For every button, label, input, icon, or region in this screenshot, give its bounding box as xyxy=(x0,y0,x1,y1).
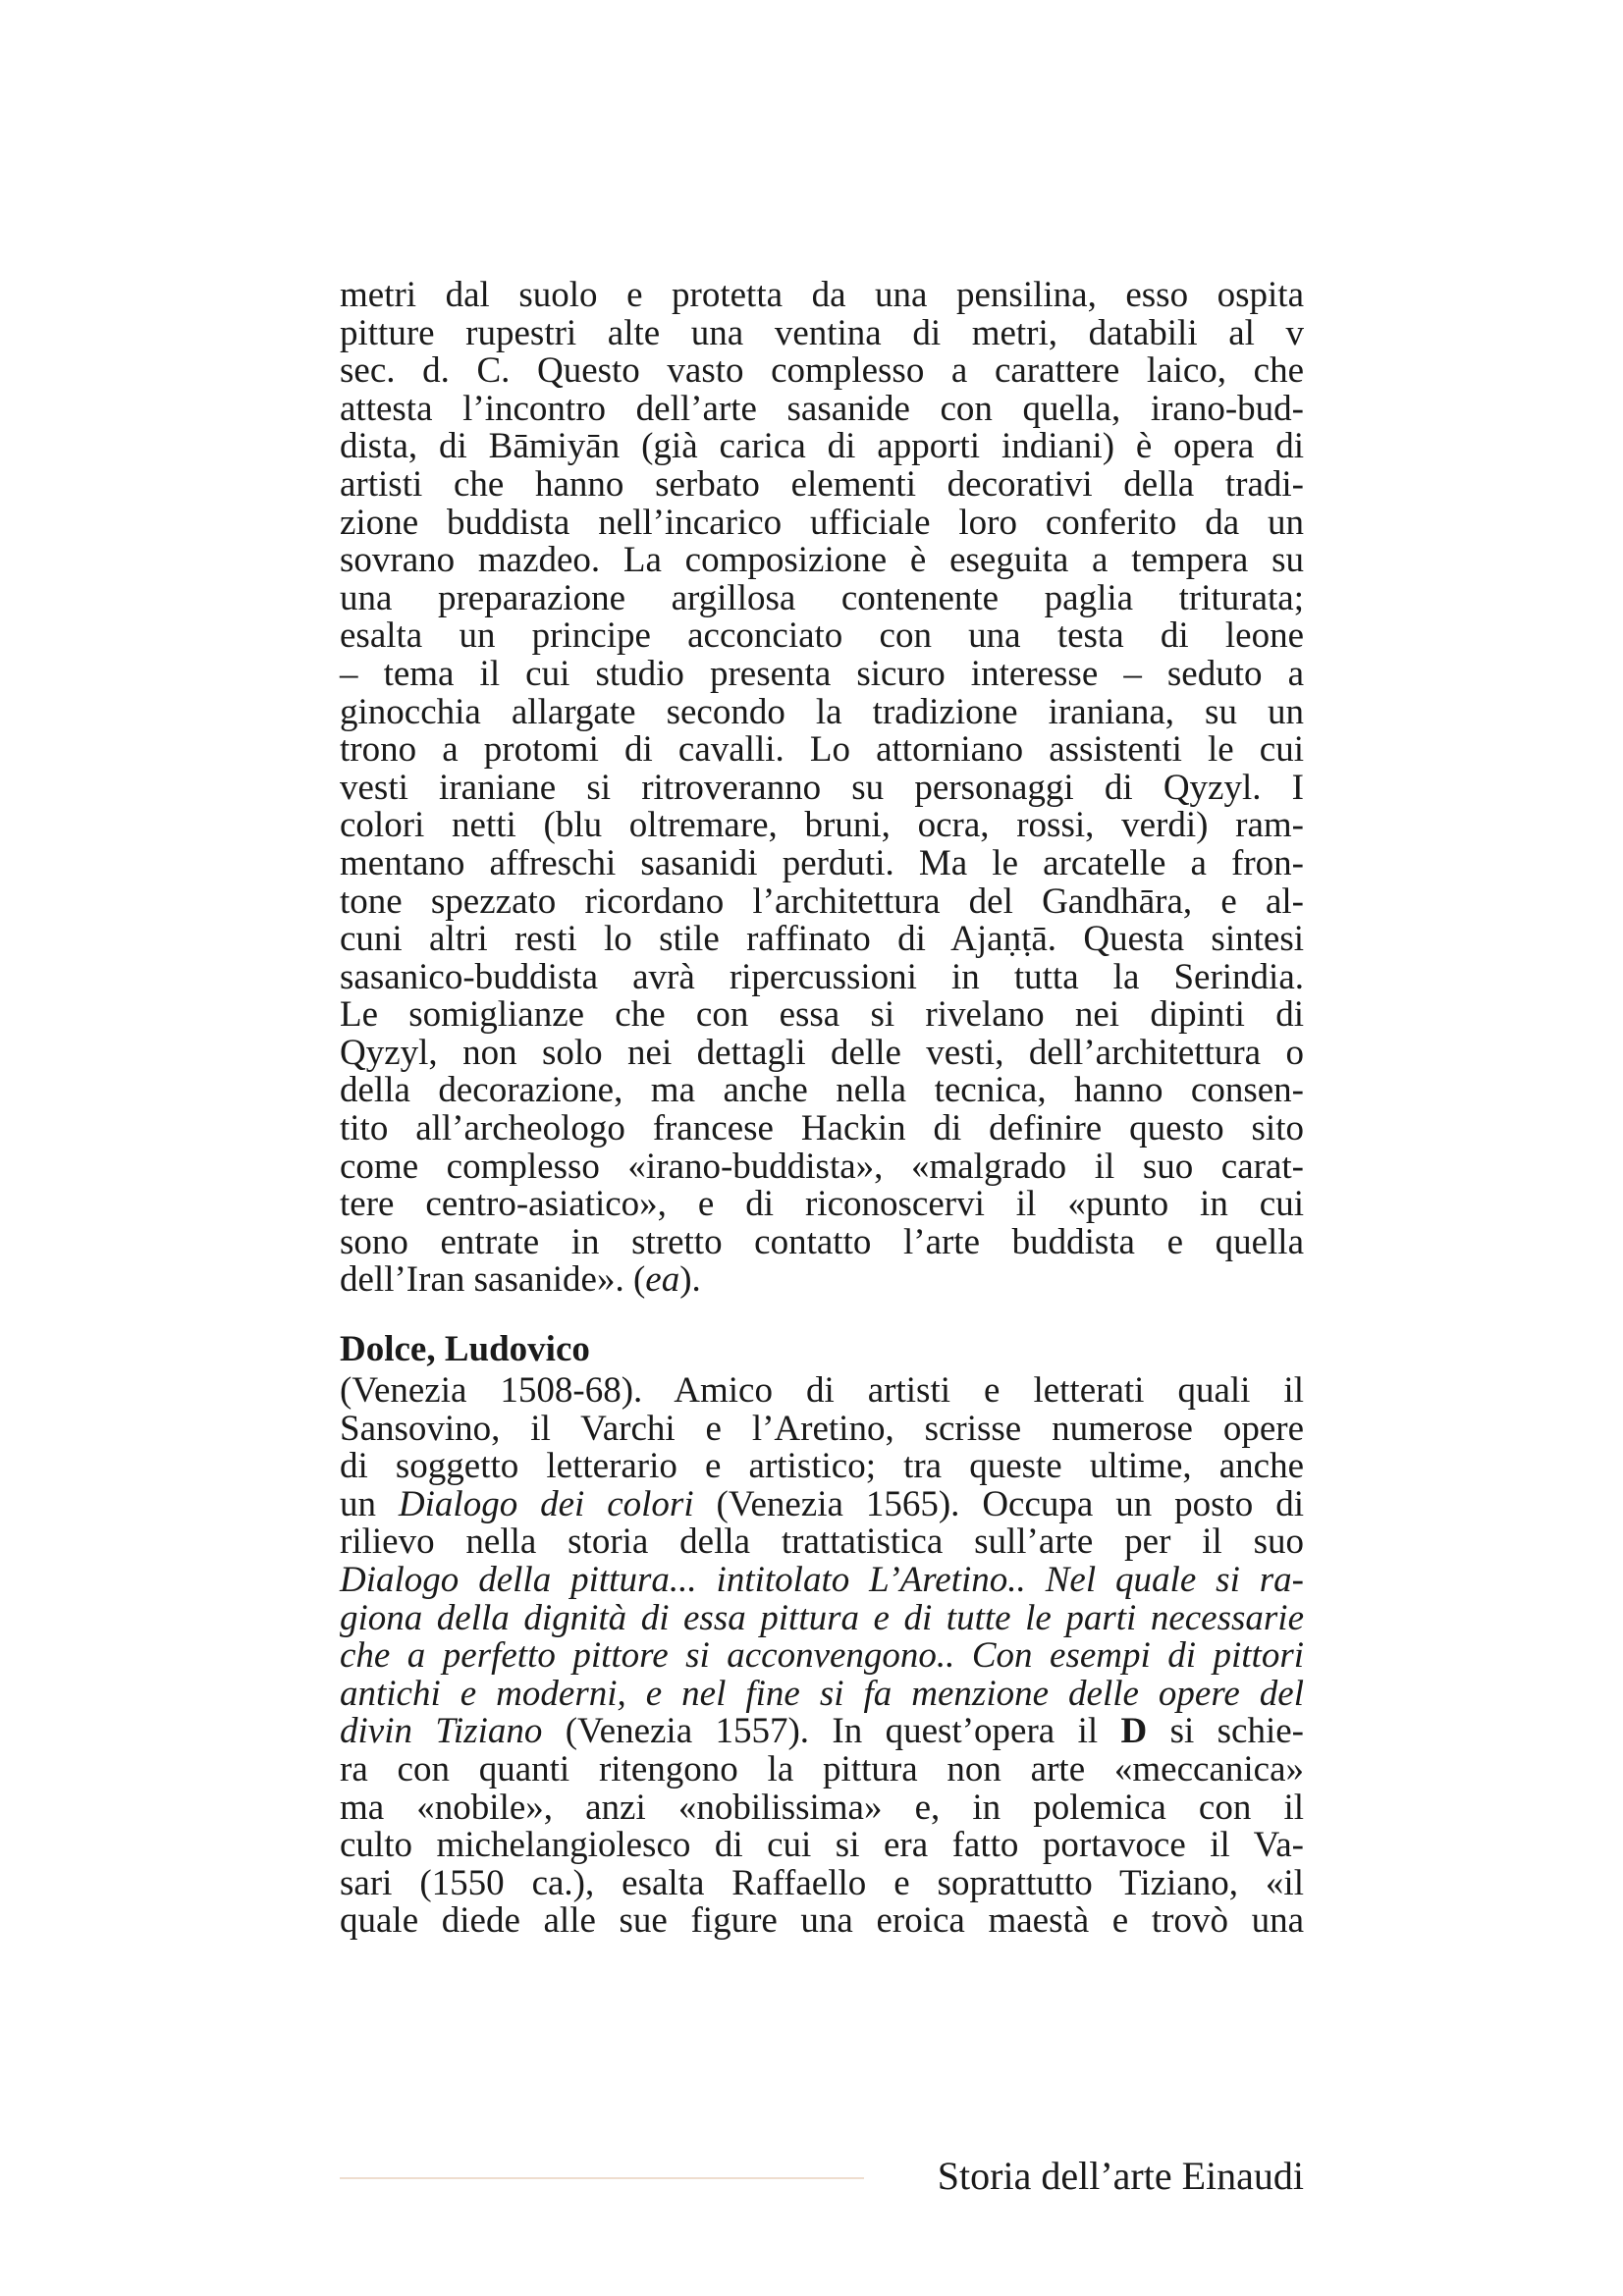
text-line: – tema il cui studio presenta sicuro interesse – seduto a xyxy=(340,653,1304,694)
text-line: attesta l’incontro dell’arte sasanide con quella, irano-bud- xyxy=(340,388,1304,429)
text-line: Le somiglianze che con essa si rivelano nei dipinti di xyxy=(340,994,1304,1036)
text-span: ). xyxy=(679,1259,701,1301)
footer-title: Storia dell’arte Einaudi xyxy=(937,2154,1304,2198)
text-line: ginocchia allargate secondo la tradizione iraniana, su un xyxy=(340,691,1304,732)
paragraph-1 xyxy=(340,277,1304,1261)
text-line: sono entrate in stretto contatto l’arte buddista e quella xyxy=(340,1221,1304,1262)
text-line: sec. d. C. Questo vasto complesso a carattere laico, che xyxy=(340,350,1304,392)
text-line: una preparazione argillosa contenente paglia triturata; xyxy=(340,577,1304,618)
text-line xyxy=(340,1483,1304,1524)
text-line: colori netti (blu oltremare, bruni, ocra, rossi, verdi) ram- xyxy=(340,805,1304,846)
author-initials: ea xyxy=(645,1259,680,1301)
book-title: divin Tiziano xyxy=(340,1711,543,1752)
text-line: vesti iraniane si ritroveranno su personaggi di Qyzyl. I xyxy=(340,767,1304,808)
text-line: Sansovino, il Varchi e l’Aretino, scrisse numerose opere xyxy=(340,1408,1304,1449)
text-line: come complesso «irano-buddista», «malgrado il suo carat- xyxy=(340,1146,1304,1187)
page-body-text xyxy=(340,277,1304,1941)
text-span: (Venezia 1557). In quest’opera il xyxy=(542,1711,1121,1752)
text-line: tere centro-asiatico», e di riconoscervi il «punto in cui xyxy=(340,1184,1304,1225)
text-line: tone spezzato ricordano l’architettura del Gandhāra, e al- xyxy=(340,881,1304,922)
text-line: metri dal suolo e protetta da una pensilina, esso ospita xyxy=(340,275,1304,315)
text-line: (Venezia 1508-68). Amico di artisti e letterati quali il xyxy=(340,1370,1304,1412)
text-line: dista, di Bāmiyān (già carica di apporti indiani) è opera di xyxy=(340,426,1304,467)
text-line: sari (1550 ca.), esalta Raffaello e soprattutto Tiziano, «il xyxy=(340,1862,1304,1903)
text-span: (Venezia 1565). Occupa un posto di xyxy=(693,1483,1304,1524)
text-line: sovrano mazdeo. La composizione è eseguita a tempera su xyxy=(340,540,1304,581)
text-line: sasanico-buddista avrà ripercussioni in tutta la Serindia. xyxy=(340,956,1304,997)
text-line: pitture rupestri alte una ventina di metri, databili al v xyxy=(340,312,1304,353)
book-title-line: giona della dignità di essa pittura e di tutte le parti necessarie xyxy=(340,1597,1304,1638)
text-line: di soggetto letterario e artistico; tra queste ultime, anche xyxy=(340,1446,1304,1487)
text-line: esalta un principe acconciato con una testa di leone xyxy=(340,615,1304,657)
book-title-line: Dialogo della pittura... intitolato L’Aretino.. Nel quale si ra- xyxy=(340,1560,1304,1600)
entry-paragraph xyxy=(340,1372,1304,1941)
text-line: ra con quanti ritengono la pittura non arte «meccanica» xyxy=(340,1748,1304,1789)
text-line: mentano affreschi sasanidi perduti. Ma le arcatelle a fron- xyxy=(340,842,1304,883)
text-line: rilievo nella storia della trattatistica sull’arte per il suo xyxy=(340,1522,1304,1563)
paragraph-1-last-line xyxy=(340,1261,1304,1300)
book-title-line: antichi e moderni, e nel fine si fa menzione delle opere del xyxy=(340,1673,1304,1714)
text-line: artisti che hanno serbato elementi decorativi della tradi- xyxy=(340,463,1304,505)
text-span: dell’Iran sasanide». ( xyxy=(340,1259,646,1301)
text-line: culto michelangiolesco di cui si era fatto portavoce il Va- xyxy=(340,1825,1304,1866)
text-line: zione buddista nell’incarico ufficiale loro conferito da un xyxy=(340,502,1304,543)
text-line: trono a protomi di cavalli. Lo attorniano assistenti le cui xyxy=(340,729,1304,771)
text-line xyxy=(340,1713,1304,1751)
entry-heading: Dolce, Ludovico xyxy=(340,1329,590,1370)
book-title: Dialogo dei colori xyxy=(398,1483,694,1524)
text-span: un xyxy=(340,1483,399,1524)
text-line: cuni altri resti lo stile raffinato di Ajaṇṭā. Questa sintesi xyxy=(340,919,1304,960)
text-line: Qyzyl, non solo nei dettagli delle vesti, dell’architettura o xyxy=(340,1032,1304,1073)
text-span: si schie- xyxy=(1147,1711,1304,1752)
text-line: della decorazione, ma anche nella tecnica, hanno consen- xyxy=(340,1070,1304,1111)
text-line: ma «nobile», anzi «nobilissima» e, in polemica con il xyxy=(340,1787,1304,1828)
entry-abbreviation: D xyxy=(1120,1711,1148,1752)
footer-rule xyxy=(340,2177,864,2179)
text-line: tito all’archeologo francese Hackin di definire questo sito xyxy=(340,1108,1304,1149)
book-title-line: che a perfetto pittore si acconvengono.. Con esempi di pittori xyxy=(340,1635,1304,1677)
text-line: quale diede alle sue figure una eroica maestà e trovò una xyxy=(340,1900,1304,1942)
